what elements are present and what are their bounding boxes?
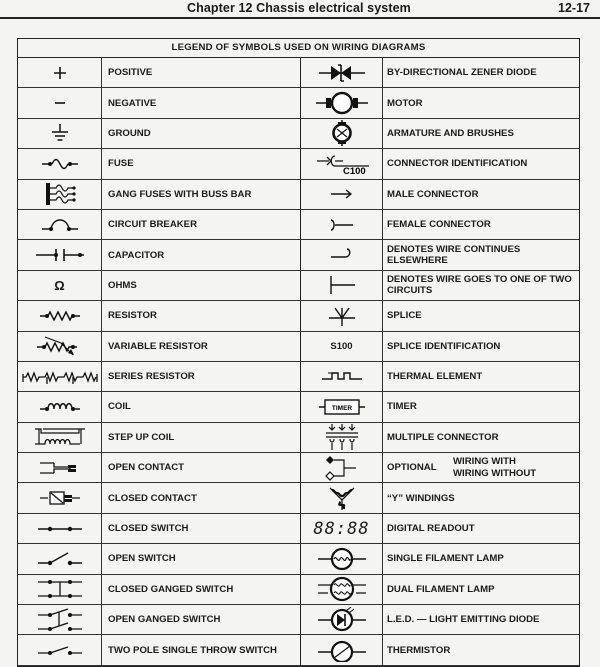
legend-label: MALE CONNECTOR bbox=[387, 188, 479, 200]
legend-label: SERIES RESISTOR bbox=[102, 362, 301, 391]
table-row bbox=[18, 392, 579, 422]
legend-label: VARIABLE RESISTOR bbox=[102, 332, 301, 361]
table-row bbox=[18, 635, 579, 665]
legend-label: FEMALE CONNECTOR bbox=[387, 219, 491, 231]
optional-line-with: WIRING WITH bbox=[453, 456, 516, 468]
circuit-breaker-icon bbox=[18, 210, 102, 239]
table-row bbox=[18, 301, 579, 331]
multiple-connector-icon bbox=[301, 423, 383, 452]
legend-label: POSITIVE bbox=[102, 58, 301, 87]
legend-label: SINGLE FILAMENT LAMP bbox=[387, 553, 504, 565]
variable-resistor-icon bbox=[18, 332, 102, 361]
table-row bbox=[18, 210, 579, 240]
legend-title: LEGEND OF SYMBOLS USED ON WIRING DIAGRAMS bbox=[18, 39, 579, 58]
legend-label: OPEN SWITCH bbox=[102, 544, 301, 573]
male-connector-icon bbox=[301, 180, 383, 209]
table-row bbox=[18, 605, 579, 635]
capacitor-icon bbox=[18, 240, 102, 269]
resistor-icon bbox=[18, 301, 102, 330]
page-header bbox=[0, 0, 600, 18]
legend-label: L.E.D. — LIGHT EMITTING DIODE bbox=[387, 614, 540, 626]
zener-diode-icon bbox=[301, 58, 383, 87]
legend-label: GANG FUSES WITH BUSS BAR bbox=[102, 180, 301, 209]
negative-icon bbox=[18, 88, 102, 117]
legend-label: DIGITAL READOUT bbox=[387, 523, 475, 535]
table-row bbox=[18, 362, 579, 392]
connector-id-text: C100 bbox=[342, 165, 366, 176]
female-connector-icon bbox=[301, 210, 383, 239]
legend-table bbox=[17, 38, 580, 667]
ohms-icon bbox=[18, 271, 102, 300]
legend-label: COIL bbox=[102, 392, 301, 421]
splice-icon bbox=[301, 301, 383, 330]
legend-label: “Y” WINDINGS bbox=[387, 492, 455, 504]
header-rule bbox=[0, 17, 600, 19]
legend-label: SPLICE IDENTIFICATION bbox=[387, 340, 501, 352]
step-up-coil-icon bbox=[18, 423, 102, 452]
single-filament-lamp-icon bbox=[301, 544, 383, 573]
legend-label: FUSE bbox=[102, 149, 301, 178]
legend-label: NEGATIVE bbox=[102, 88, 301, 117]
open-contact-icon bbox=[18, 453, 102, 482]
table-row bbox=[18, 575, 579, 605]
optional-label-cell bbox=[383, 453, 579, 482]
positive-icon bbox=[18, 58, 102, 87]
legend-label: CIRCUIT BREAKER bbox=[102, 210, 301, 239]
optional-text-group bbox=[387, 456, 579, 479]
table-row bbox=[18, 332, 579, 362]
connector-id-icon bbox=[301, 149, 383, 178]
optional-sublabels bbox=[453, 456, 536, 479]
thermistor-icon bbox=[301, 635, 383, 664]
legend-label: CLOSED GANGED SWITCH bbox=[102, 575, 301, 604]
legend-label: OPEN GANGED SWITCH bbox=[102, 605, 301, 634]
chapter-title: Chapter 12 Chassis electrical system bbox=[187, 1, 411, 15]
legend-label: DENOTES WIRE CONTINUES ELSEWHERE bbox=[387, 244, 521, 267]
table-row bbox=[18, 149, 579, 179]
table-row bbox=[18, 271, 579, 301]
legend-label: STEP UP COIL bbox=[102, 423, 301, 452]
fuse-icon bbox=[18, 149, 102, 178]
legend-label: GROUND bbox=[102, 119, 301, 148]
motor-icon bbox=[301, 88, 383, 117]
legend-label: CONNECTOR IDENTIFICATION bbox=[387, 158, 528, 170]
legend-label: CLOSED CONTACT bbox=[102, 483, 301, 512]
wire-two-circuits-icon bbox=[301, 271, 383, 300]
table-row bbox=[18, 180, 579, 210]
legend-label: DUAL FILAMENT LAMP bbox=[387, 583, 495, 595]
closed-switch-icon bbox=[18, 514, 102, 543]
digital-readout-text: 88:88 bbox=[313, 518, 370, 539]
ground-icon bbox=[18, 119, 102, 148]
digital-readout-icon bbox=[301, 514, 383, 543]
open-ganged-switch-icon bbox=[18, 605, 102, 634]
page-number: 12-17 bbox=[558, 1, 590, 15]
two-pole-switch-icon bbox=[18, 635, 102, 664]
timer-icon bbox=[301, 392, 383, 421]
open-switch-icon bbox=[18, 544, 102, 573]
table-row bbox=[18, 423, 579, 453]
gang-fuses-icon bbox=[18, 180, 102, 209]
thermal-element-icon bbox=[301, 362, 383, 391]
optional-wiring-icon bbox=[301, 453, 383, 482]
timer-text: TIMER bbox=[331, 404, 352, 412]
coil-icon bbox=[18, 392, 102, 421]
optional-line-without: WIRING WITHOUT bbox=[453, 467, 537, 479]
legend-label: MOTOR bbox=[387, 97, 423, 109]
led-icon bbox=[301, 605, 383, 634]
legend-label: TIMER bbox=[387, 401, 417, 413]
legend-label: ARMATURE AND BRUSHES bbox=[387, 127, 514, 139]
legend-label: SPLICE bbox=[387, 310, 422, 322]
closed-contact-icon bbox=[18, 483, 102, 512]
dual-filament-lamp-icon bbox=[301, 575, 383, 604]
legend-label: THERMISTOR bbox=[387, 644, 451, 656]
wire-continues-icon bbox=[301, 240, 383, 269]
series-resistor-icon bbox=[18, 362, 102, 391]
legend-label: RESISTOR bbox=[102, 301, 301, 330]
table-row bbox=[18, 58, 579, 88]
legend-label: MULTIPLE CONNECTOR bbox=[387, 431, 499, 443]
table-row bbox=[18, 119, 579, 149]
legend-label: BY-DIRECTIONAL ZENER DIODE bbox=[387, 67, 537, 79]
legend-label: CLOSED SWITCH bbox=[102, 514, 301, 543]
splice-id-icon bbox=[301, 332, 383, 361]
table-row bbox=[18, 514, 579, 544]
armature-brushes-icon bbox=[301, 119, 383, 148]
closed-ganged-switch-icon bbox=[18, 575, 102, 604]
legend-label: OPTIONAL bbox=[387, 462, 437, 474]
table-row bbox=[18, 453, 579, 483]
table-row bbox=[18, 544, 579, 574]
legend-label: DENOTES WIRE GOES TO ONE OF TWO CIRCUITS bbox=[387, 274, 572, 297]
ohm-symbol: Ω bbox=[54, 277, 65, 293]
table-row bbox=[18, 88, 579, 118]
legend-label: OHMS bbox=[102, 271, 301, 300]
legend-label: THERMAL ELEMENT bbox=[387, 371, 483, 383]
splice-id-text: S100 bbox=[330, 340, 353, 352]
legend-label: OPEN CONTACT bbox=[102, 453, 301, 482]
y-windings-icon bbox=[301, 483, 383, 512]
table-row bbox=[18, 483, 579, 513]
legend-label: TWO POLE SINGLE THROW SWITCH bbox=[102, 635, 301, 664]
table-row bbox=[18, 240, 579, 270]
legend-label: CAPACITOR bbox=[102, 240, 301, 269]
